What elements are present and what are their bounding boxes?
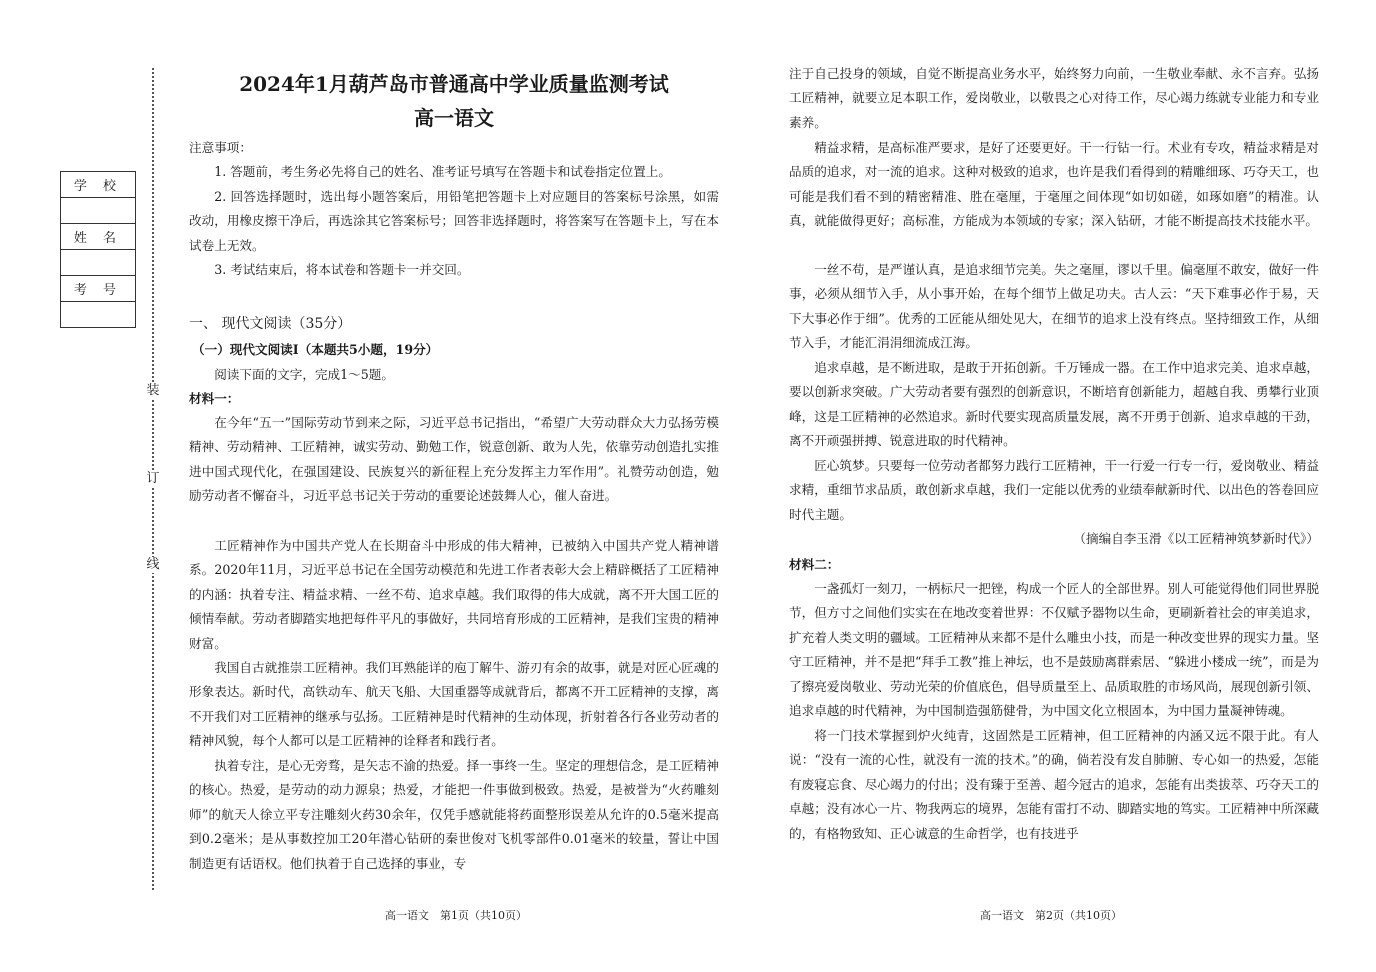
- school-field[interactable]: [61, 198, 136, 224]
- school-label: 学 校: [61, 172, 136, 198]
- name-label: 姓 名: [61, 224, 136, 250]
- p2-paragraph-7: 将一门技术掌握到炉火纯青，这固然是工匠精神，但工匠精神的内涵又远不限于此。有人说：“没有一流的心性，就没有一流的技术。”的确，倘若没有发自肺腑、专心如一的热爱，怎能有废寝忘食、尽心竭力的付出；没有臻于至善、超今冠古的追求，怎能有出类拔萃、巧夺天工的卓越；没有冰心一片、物我两忘的境界，怎能有雷打不动、脚踏实地的笃实。工匠精神中所深藏的，有格物致知、正心诚意的生命哲学，也有技进乎: [789, 728, 1319, 841]
- name-field[interactable]: [61, 250, 136, 276]
- binding-mark-zhuang: 装: [146, 383, 160, 398]
- exam-title: 2024年1月葫芦岛市普通高中学业质量监测考试: [239, 72, 669, 96]
- material-one-label: 材料一：: [189, 391, 240, 406]
- reading-instruction: 阅读下面的文字，完成1～5题。: [214, 367, 394, 382]
- p1-paragraph-4: 执着专注，是心无旁骛，是矢志不渝的热爱。择一事终一生。坚定的理想信念，是工匠精神的核心。热爱，是劳动的动力源泉；热爱，才能把一件事做到极致。热爱，是被誉为“火药雕刻师”的航天人徐立平专注雕刻火药30余年，仅凭手感就能将药面整形误差从允许的0.5毫米提高到0.2毫米；是从事数控加工20年潜心钻研的秦世俊对飞机零部件0.01毫米的较量，誓让中国制造更有话语权。他们执着于自己选择的事业，专: [189, 758, 719, 871]
- binding-mark-xian: 线: [146, 557, 160, 572]
- exam-number-label: 考 号: [61, 276, 136, 302]
- p2-paragraph-3: 一丝不苟，是严谨认真，是追求细节完美。失之毫厘，谬以千里。偏毫厘不敢安，做好一件事，必须从细节入手，从小事开始，在每个细节上做足功夫。古人云：“天下难事必作于易，天下大事必作于细”。优秀的工匠能从细处见大，在细节的追求上没有终点。坚持细致工作，从细节入手，才能汇涓涓细流成江海。: [789, 262, 1319, 351]
- binding-mark-ding: 订: [146, 471, 160, 486]
- notice-item-3: 3. 考试结束后，将本试卷和答题卡一并交回。: [214, 262, 470, 277]
- exam-subtitle: 高一语文: [414, 106, 494, 130]
- subsection-heading: （一）现代文阅读Ⅰ（本题共5小题，19分）: [192, 342, 439, 357]
- student-info-table: [60, 171, 136, 328]
- page-2-footer: 高一语文 第2页（共10页）: [980, 909, 1122, 922]
- source-citation: （摘编自李玉滑《以工匠精神筑梦新时代》）: [1073, 531, 1319, 546]
- section-heading: 一、 现代文阅读（35分）: [189, 316, 352, 332]
- exam-number-field[interactable]: [61, 302, 136, 328]
- notice-item-2: 2. 回答选择题时，选出每小题答案后，用铅笔把答题卡上对应题目的答案标号涂黑，如需改动，用橡皮擦干净后，再选涂其它答案标号；回答非选择题时，将答案写在答题卡上，写在本试卷上无效。: [189, 189, 719, 253]
- p2-paragraph-5: 匠心筑梦。只要每一位劳动者都努力践行工匠精神，干一行爱一行专一行，爱岗敬业、精益求精，重细节求品质，敢创新求卓越，我们一定能以优秀的业绩奉献新时代、以出色的答卷回应时代主题。: [789, 458, 1319, 522]
- material-two-label: 材料二：: [789, 557, 840, 572]
- p1-paragraph-2: 工匠精神作为中国共产党人在长期奋斗中形成的伟大精神，已被纳入中国共产党人精神谱系。2020年11月，习近平总书记在全国劳动模范和先进工作者表彰大会上精辟概括了工匠精神的内涵：执着专注、精益求精、一丝不苟、追求卓越。我们取得的伟大成就，离不开大国工匠的倾情奉献。劳动者脚踏实地把每件平凡的事做好，共同培育形成的工匠精神，是我们宝贵的精神财富。: [189, 538, 719, 651]
- notice-heading: 注意事项：: [189, 140, 252, 155]
- page-1-footer: 高一语文 第1页（共10页）: [385, 909, 527, 922]
- p1-paragraph-1: 在今年“五一”国际劳动节到来之际，习近平总书记指出，“希望广大劳动群众大力弘扬劳模精神、劳动精神、工匠精神，诚实劳动、勤勉工作，锐意创新、敢为人先，依靠劳动创造扎实推进中国式现代化，在强国建设、民族复兴的新征程上充分发挥主力军作用”。礼赞劳动创造，勉励劳动者不懈奋斗，习近平总书记关于劳动的重要论述鼓舞人心，催人奋进。: [189, 415, 719, 504]
- p2-paragraph-4: 追求卓越，是不断进取，是敢于开拓创新。千万锤成一器。在工作中追求完美、追求卓越，要以创新求突破。广大劳动者要有强烈的创新意识，不断培育创新能力，超越自我、勇攀行业顶峰，这是工匠精神的必然追求。新时代要实现高质量发展，离不开勇于创新、追求卓越的干劲，离不开顽强拼搏、锐意进取的时代精神。: [789, 360, 1319, 449]
- p2-paragraph-1: 注于自己投身的领域，自觉不断提高业务水平，始终努力向前，一生敬业奉献、永不言弃。弘扬工匠精神，就要立足本职工作，爱岗敬业，以敬畏之心对待工作，尽心竭力练就专业能力和专业素养。: [789, 66, 1319, 130]
- p2-paragraph-2: 精益求精，是高标准严要求，是好了还要更好。干一行钻一行。术业有专攻，精益求精是对品质的追求，对一流的追求。这种对极致的追求，也许是我们看得到的精雕细琢、巧夺天工，也可能是我们看不到的精密精准、胜在毫厘，于毫厘之间体现“如切如磋，如琢如磨”的精准。认真，就能做得更好；高标准，方能成为本领域的专家；深入钻研，才能不断提高技术技能水平。: [789, 140, 1319, 229]
- p2-paragraph-6: 一盏孤灯一刻刀，一柄标尺一把锉，构成一个匠人的全部世界。别人可能觉得他们同世界脱节，但方寸之间他们实实在在地改变着世界：不仅赋予器物以生命，更刷新着社会的审美追求，扩充着人类文明的疆域。工匠精神从来都不是什么雕虫小技，而是一种改变世界的现实力量。坚守工匠精神，并不是把“拜手工教”推上神坛，也不是鼓励离群索居、“躲进小楼成一统”，而是为了擦亮爱岗敬业、劳动光荣的价值底色，倡导质量至上、品质取胜的市场风尚，展现创新引领、追求卓越的时代精神，为中国制造强筋健骨，为中国文化立根固本，为中国力量凝神铸魂。: [789, 581, 1319, 719]
- notice-item-1: 1. 答题前，考生务必先将自己的姓名、准考证号填写在答题卡和试卷指定位置上。: [214, 164, 671, 179]
- p1-paragraph-3: 我国自古就推崇工匠精神。我们耳熟能详的庖丁解牛、游刃有余的故事，就是对匠心匠魂的形象表达。新时代，高铁动车、航天飞船、大国重器等成就背后，都离不开工匠精神的支撑，离不开我们对工匠精神的继承与弘扬。工匠精神是时代精神的生动体现，折射着各行各业劳动者的精神风貌，每个人都可以是工匠精神的诠释者和践行者。: [189, 660, 719, 749]
